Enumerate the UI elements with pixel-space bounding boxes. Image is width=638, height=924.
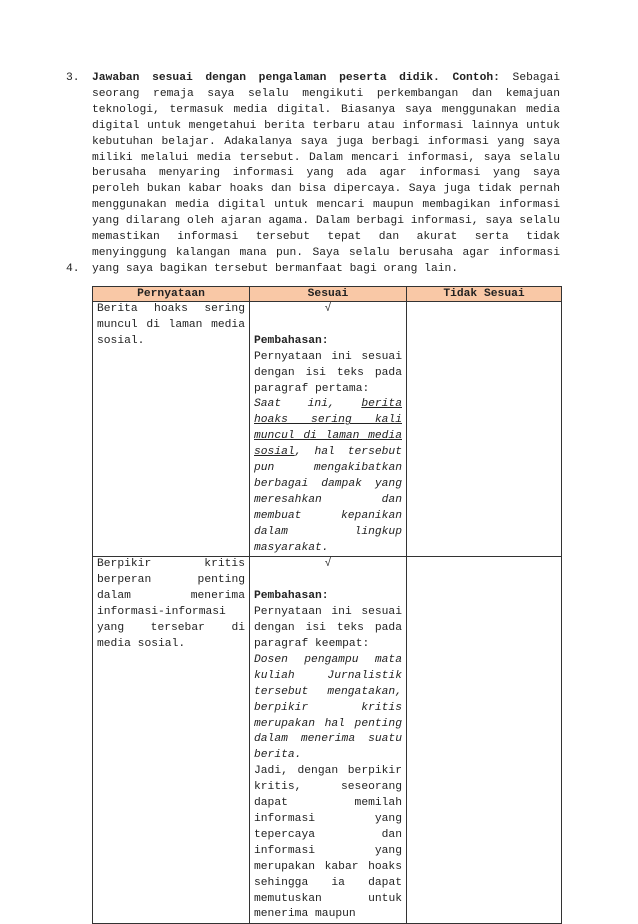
quote-underlined: berita hoaks sering kali muncul di laman media sosial <box>254 398 402 459</box>
statement-cell <box>93 302 250 557</box>
pembahasan-intro: Pernyataan ini sesuai dengan isi teks pada paragraf pertama: <box>254 350 402 395</box>
tidak-sesuai-cell <box>407 557 562 924</box>
answer-3-paragraph <box>92 71 560 278</box>
header-sesuai: Sesuai <box>250 287 407 302</box>
answer-3-heading: Jawaban sesuai dengan pengalaman peserta didik. Contoh: <box>92 72 500 84</box>
table-header-row <box>93 287 562 302</box>
tidak-sesuai-cell <box>407 302 562 557</box>
header-pernyataan: Pernyataan <box>93 287 250 302</box>
statement-cell <box>93 557 250 924</box>
item-number-3: 3. <box>66 72 80 84</box>
quote-plain-end: , hal tersebut pun mengakibatkan berbagai dampak yang meresahkan dan membuat kepanikan dalam lingkup masyarakat. <box>254 446 402 554</box>
item-number-4: 4. <box>66 263 80 275</box>
check-mark-icon: √ <box>324 303 332 315</box>
pembahasan-quote: Dosen pengampu mata kuliah Jurnalistik tersebut mengatakan, berpikir kritis merupakan hal penting dalam menerima suatu berita. <box>254 653 402 762</box>
pembahasan-label: Pembahasan: <box>254 334 329 347</box>
answer-3-text: Sebagai seorang remaja saya selalu mengikuti perkembangan dan kemajuan teknologi, termasuk media digital. Biasanya saya menggunakan media digital untuk mengetahui berita terbaru atau informasi lainnya untuk kebutuhan belajar. Adakalanya saya juga berbagi informasi yang saya miliki melalui media tersebut. Dalam mencari informasi, saya selalu berusaha menyaring informasi yang ada agar informasi yang saya peroleh bukan kabar hoaks dan bisa dipercaya. Saya juga tidak pernah menggunakan media digital untuk mencari maupun membagikan informasi yang dilarang oleh ajaran agama. Dalam berbagi informasi, saya selalu memastikan informasi tersebut tepat dan akurat serta tidak menyinggung kalangan mana pun. Saya selalu berusaha agar informasi yang saya bagikan tersebut bermanfaat bagi orang lain. <box>92 72 561 275</box>
statement-text: Berpikir kritis berperan penting dalam menerima informasi-informasi yang tersebar di media sosial. <box>97 558 245 651</box>
sesuai-cell <box>250 557 407 924</box>
pembahasan-conclusion: Jadi, dengan berpikir kritis, seseorang dapat memilah informasi yang tepercaya dan informasi yang merupakan kabar hoaks sehingga ia dapat memutuskan untuk menerima maupun <box>254 765 402 921</box>
statement-table <box>92 286 562 924</box>
check-mark-icon: √ <box>324 558 332 571</box>
pembahasan-quote <box>254 397 402 556</box>
sesuai-cell <box>250 302 407 557</box>
pembahasan-label: Pembahasan: <box>254 590 329 603</box>
statement-text: Berita hoaks sering muncul di laman media sosial. <box>97 303 245 347</box>
quote-plain-start: Saat ini, <box>254 398 362 411</box>
table-row <box>93 557 562 924</box>
header-tidak-sesuai: Tidak Sesuai <box>407 287 562 302</box>
pembahasan-intro: Pernyataan ini sesuai dengan isi teks pada paragraf keempat: <box>254 606 402 650</box>
table-row <box>93 302 562 557</box>
